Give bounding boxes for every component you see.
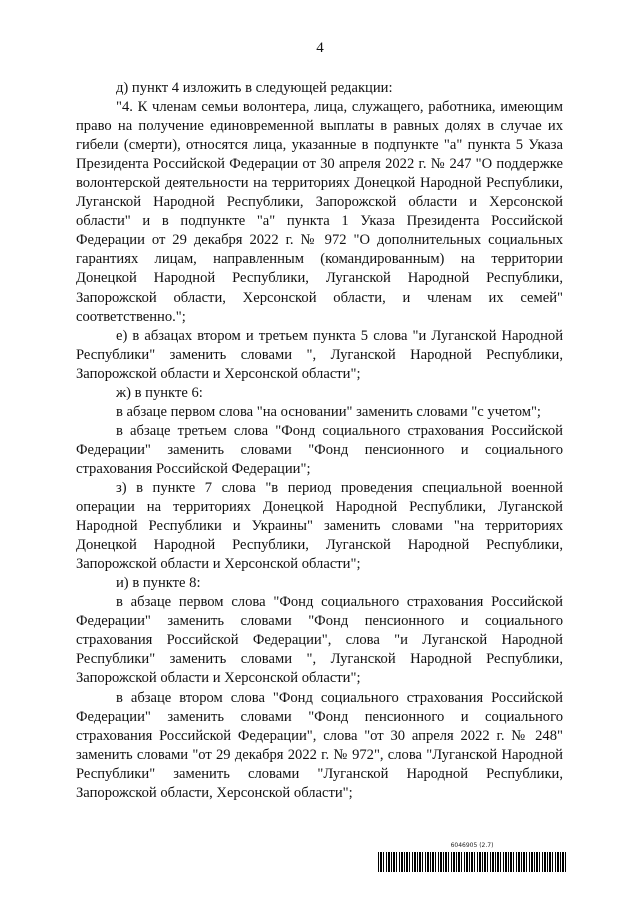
paragraph-item-e: е) в абзацах втором и третьем пункта 5 слова "и Луганской Народной Республики" заменить словами ", Луганской Народной Республики, Запорожской области и Херсонской области"; — [76, 327, 563, 382]
barcode-caption: 6046905 (2.7) — [450, 842, 494, 849]
paragraph-new-point-4: "4. К членам семьи волонтера, лица, служащего, работника, имеющим право на получение единовременной выплаты в равных долях в случае их гибели (смерти), относятся лица, указанные в подпункте "а" пункта 5 Указа Президента Российской Федерации от 30 апреля 2022 г. № 247 "О поддержке волонтерской деятельности на территориях Донецкой Народной Республики, Луганской Народной Республики, Запорожской области и Херсонской области" и в подпункте "а" пункта 1 Указа Президента Российской Федерации от 29 декабря 2022 г. № 972 "О дополнительных социальных гарантиях лицам, направленным (командированным) на территории Донецкой Народной Республики, Луганской Народной Республики, Запорожской области, Херсонской области, и членам их семей" соответственно."; — [76, 99, 563, 325]
barcode-bars — [378, 852, 566, 872]
paragraph-item-zh-third-abzac: в абзаце третьем слова "Фонд социального страхования Российской Федерации" заменить словами "Фонд пенсионного и социального страхования Российской Федерации"; — [76, 422, 563, 477]
paragraph-item-i-first-abzac: в абзаце первом слова "Фонд социального страхования Российской Федерации" заменить словами "Фонд пенсионного и социального страхования Российской Федерации", слова "и Луганской Народной Республики" заменить словами ", Луганской Народной Республики, Запорожской области и Херсонской области"; — [76, 594, 563, 687]
paragraph-item-i: и) в пункте 8: — [116, 575, 201, 592]
document-barcode — [378, 842, 566, 874]
paragraph-item-d: д) пункт 4 изложить в следующей редакции: — [116, 80, 393, 96]
paragraph-item-z: з) в пункте 7 слова "в период проведения специальной военной операции на территориях Донецкой Народной Республики, Луганской Народной Республики и Украины" заменить словами "на территориях Донецкой Народной Республики, Луганской Народной Республики, Запорожской области и Херсонской области"; — [76, 479, 563, 573]
page-number: 4 — [316, 40, 324, 56]
paragraph-item-zh-first-abzac: в абзаце первом слова "на основании" заменить словами "с учетом"; — [116, 403, 541, 420]
paragraph-item-i-second-abzac: в абзаце втором слова "Фонд социального страхования Российской Федерации" заменить словами "Фонд пенсионного и социального страхования Российской Федерации", слова "от 30 апреля 2022 г. № 248" заменить словами "от 29 декабря 2022 г. № 972", слова "Луганской Народной Республики" заменить словами "Луганской Народной Республики, Запорожской области, Херсонской области"; — [76, 689, 563, 801]
paragraph-item-zh: ж) в пункте 6: — [116, 384, 203, 401]
document-body — [76, 79, 563, 803]
